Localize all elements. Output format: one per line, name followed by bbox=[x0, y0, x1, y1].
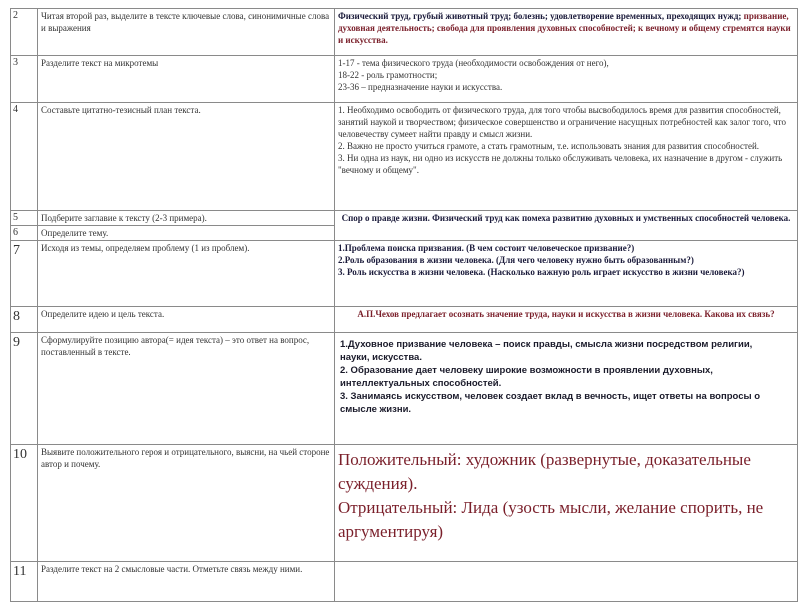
table-row bbox=[11, 333, 798, 445]
task-text: Разделите текст на 2 смысловые части. Отметьте связь между ними. bbox=[38, 562, 335, 602]
answer-line: Отрицательный: Лида (узость мысли, желание спорить, не аргументируя) bbox=[338, 498, 764, 541]
task-text: Читая второй раз, выделите в тексте ключевые слова, синонимичные слова и выражения bbox=[38, 9, 335, 56]
table-row bbox=[11, 445, 798, 562]
answer-text bbox=[335, 445, 798, 562]
answer-line: 1.Духовное призвание человека – поиск правды, смысла жизни посредством религии, bbox=[340, 339, 753, 350]
task-text: Сформулируйте позицию автора(= идея текста) – это ответ на вопрос, поставленный в тексте. bbox=[38, 333, 335, 445]
row-number: 5 bbox=[11, 211, 38, 226]
answer-text bbox=[335, 333, 798, 445]
answer-line: 2.Роль образования в жизни человека. (Для чего человеку нужно быть образованным?) bbox=[338, 255, 694, 265]
task-text: Составьте цитатно-тезисный план текста. bbox=[38, 103, 335, 211]
answer-line: 3. Занимаясь искусством, человек создает вклад в вечность, ищет ответы на вопросы о bbox=[340, 391, 761, 402]
row-number: 7 bbox=[11, 241, 38, 307]
answer-line: 18-22 - роль грамотности; bbox=[338, 70, 438, 80]
answer-text: Спор о правде жизни. Физический труд как помеха развитию духовных и умственных способностей человека. bbox=[335, 211, 798, 241]
row-number: 3 bbox=[11, 56, 38, 103]
table-row bbox=[11, 562, 798, 602]
answer-text bbox=[335, 241, 798, 307]
row-number: 11 bbox=[11, 562, 38, 602]
row-number: 8 bbox=[11, 307, 38, 333]
table-row bbox=[11, 9, 798, 56]
table-row bbox=[11, 56, 798, 103]
row-number: 9 bbox=[11, 333, 38, 445]
table-row bbox=[11, 103, 798, 211]
answer-line: науки, искусства. bbox=[340, 352, 422, 363]
table-row bbox=[11, 241, 798, 307]
answer-line: 1.Проблема поиска призвания. (В чем состоит человеческое призвание?) bbox=[338, 243, 635, 253]
row-number: 6 bbox=[11, 226, 38, 241]
answer-text: А.П.Чехов предлагает осознать значение труда, науки и искусства в жизни человека. Какова их связь? bbox=[335, 307, 798, 333]
task-text: Определите идею и цель текста. bbox=[38, 307, 335, 333]
answer-line: 3. Роль искусства в жизни человека. (Насколько важную роль играет искусство в жизни человека?) bbox=[338, 267, 745, 277]
answer-line: 2. Важно не просто учиться грамоте, а стать грамотным, т.е. использовать знания для развития способностей. bbox=[338, 141, 760, 151]
task-text: Исходя из темы, определяем проблему (1 из проблем). bbox=[38, 241, 335, 307]
answer-part-highlight: призвание, духовная деятельность; свобода для проявления духовных способностей; к вечному и общему стремятся науки и искусства. bbox=[338, 11, 791, 45]
task-text: Разделите текст на микротемы bbox=[38, 56, 335, 103]
task-table bbox=[10, 8, 798, 602]
answer-line: 23-36 – предназначение науки и искусства. bbox=[338, 82, 503, 92]
answer-line: 2. Образование дает человеку широкие возможности в проявлении духовных, интеллектуальных способностей. bbox=[340, 365, 713, 389]
answer-text bbox=[335, 56, 798, 103]
table-row bbox=[11, 211, 798, 226]
answer-line: смысле жизни. bbox=[340, 404, 412, 415]
answer-text bbox=[335, 9, 798, 56]
row-number: 10 bbox=[11, 445, 38, 562]
answer-line: 1. Необходимо освободить от физического труда, для того чтобы высвободилось время для развития способностей, занятий наукой и творчеством; физическое совершенство и ограничение насущных потребностей как залог того, что человечеству сумеет найти правду и смысл жизни. bbox=[338, 105, 786, 139]
answer-line: Положительный: художник (развернутые, доказательные суждения). bbox=[338, 450, 751, 493]
row-number: 2 bbox=[11, 9, 38, 56]
answer-text bbox=[335, 103, 798, 211]
task-text: Выявите положительного героя и отрицательного, выясни, на чьей стороне автор и почему. bbox=[38, 445, 335, 562]
table-row bbox=[11, 307, 798, 333]
answer-text bbox=[335, 562, 798, 602]
answer-line: 1-17 - тема физического труда (необходимости освобождения от него), bbox=[338, 58, 609, 68]
task-text: Подберите заглавие к тексту (2-3 примера). bbox=[38, 211, 335, 226]
task-text: Определите тему. bbox=[38, 226, 335, 241]
answer-line: 3. Ни одна из наук, ни одно из искусств не должны только обслуживать человека, их назначение в другом - служить "вечному и общему". bbox=[338, 153, 783, 175]
answer-part-keywords: Физический труд, грубый животный труд; болезнь; удовлетворение временных, преходящих нужд; bbox=[338, 11, 744, 21]
row-number: 4 bbox=[11, 103, 38, 211]
